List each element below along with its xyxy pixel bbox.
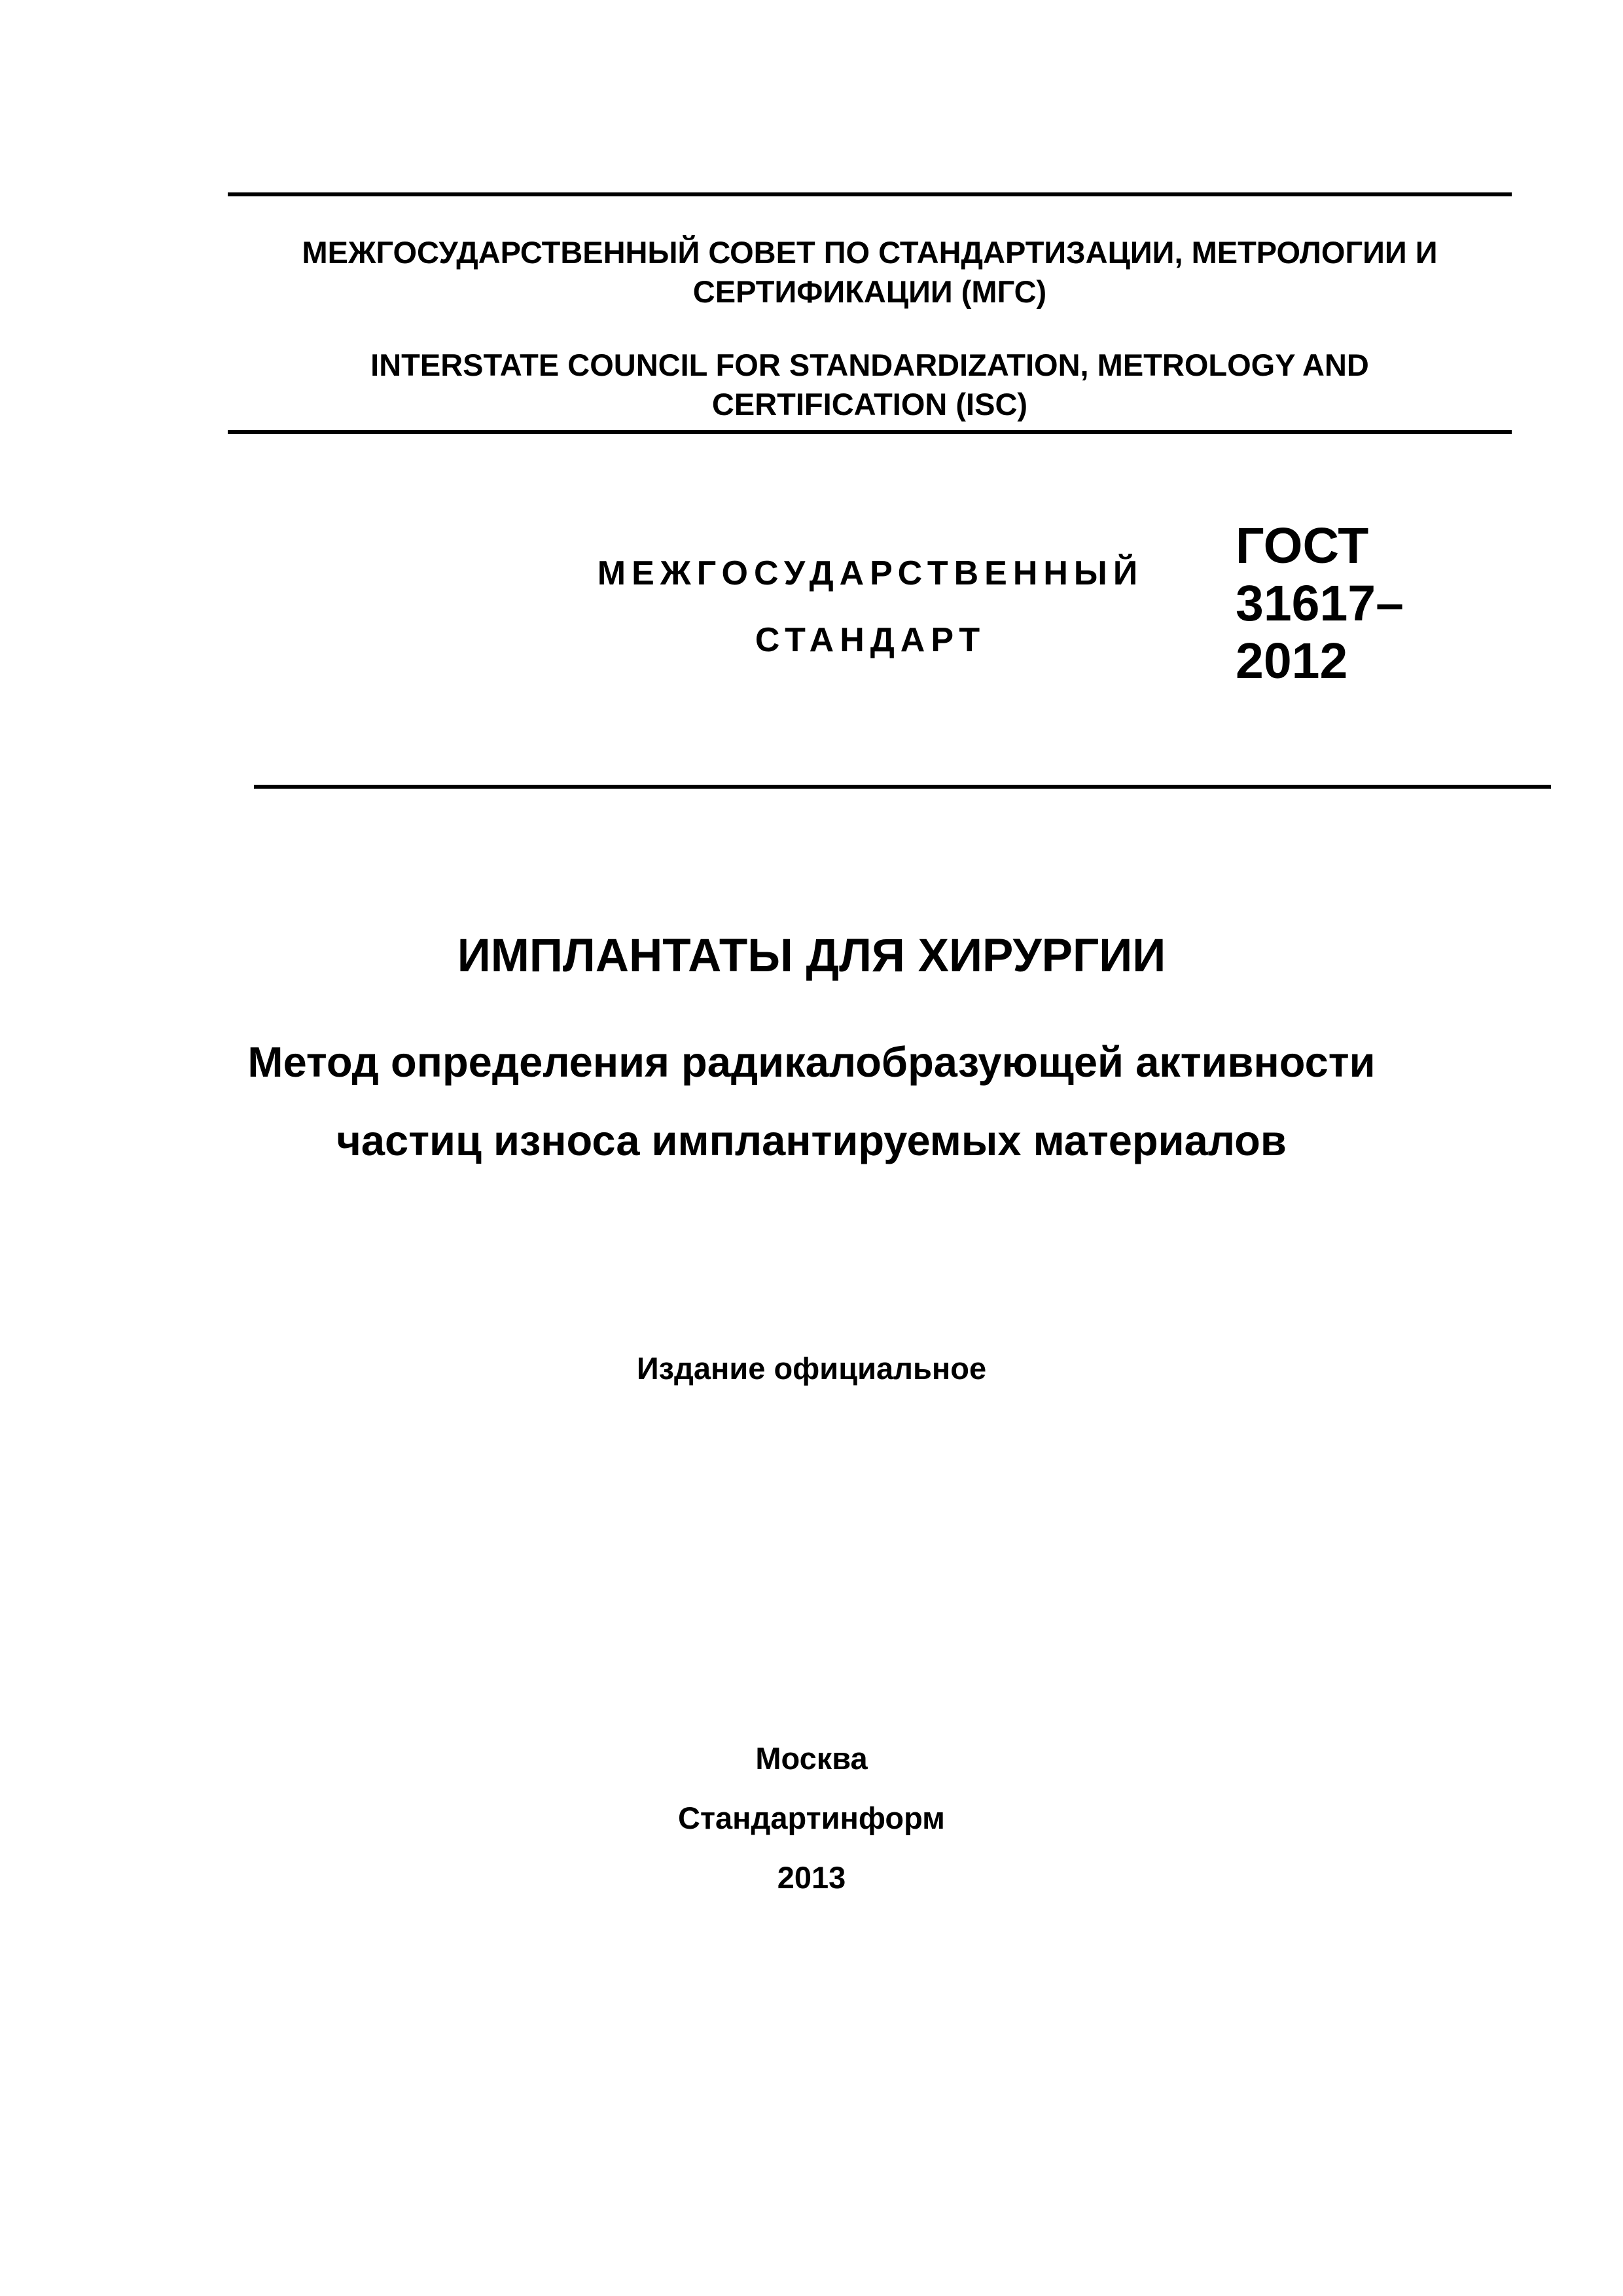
document-subtitle-line1: Метод определения радикалобразующей активности: [247, 1038, 1376, 1086]
edition-note: Издание официальное: [636, 1351, 987, 1386]
council-en-line2: CERTIFICATION (ISC): [711, 387, 1028, 422]
gost-line2: 31617–: [1236, 575, 1404, 632]
standard-kind-line2: СТАНДАРТ: [755, 621, 986, 659]
council-en-line1: INTERSTATE COUNCIL FOR STANDARDIZATION, METROLOGY AND: [370, 348, 1369, 382]
gost-line1: ГОСТ: [1236, 518, 1369, 574]
council-name-en: [228, 346, 1512, 424]
document-title: ИМПЛАНТАТЫ ДЛЯ ХИРУРГИИ: [457, 930, 1166, 982]
gost-designation: [1236, 517, 1497, 690]
council-ru-line2: СЕРТИФИКАЦИИ (МГС): [692, 274, 1047, 309]
council-divider: [228, 430, 1512, 434]
standard-kind-line1: МЕЖГОСУДАРСТВЕННЫЙ: [597, 554, 1144, 592]
council-name-ru: [228, 233, 1512, 312]
imprint-city: Москва: [755, 1741, 868, 1776]
top-divider: [228, 192, 1512, 196]
imprint-year: 2013: [777, 1860, 846, 1895]
document-subtitle-line2: частиц износа имплантируемых материалов: [336, 1117, 1287, 1164]
header-divider: [254, 785, 1551, 789]
gost-line3: 2012: [1236, 633, 1348, 689]
imprint-publisher: Стандартинформ: [678, 1801, 945, 1835]
council-ru-line1: МЕЖГОСУДАРСТВЕННЫЙ СОВЕТ ПО СТАНДАРТИЗАЦИИ, МЕТРОЛОГИИ И: [302, 235, 1438, 270]
